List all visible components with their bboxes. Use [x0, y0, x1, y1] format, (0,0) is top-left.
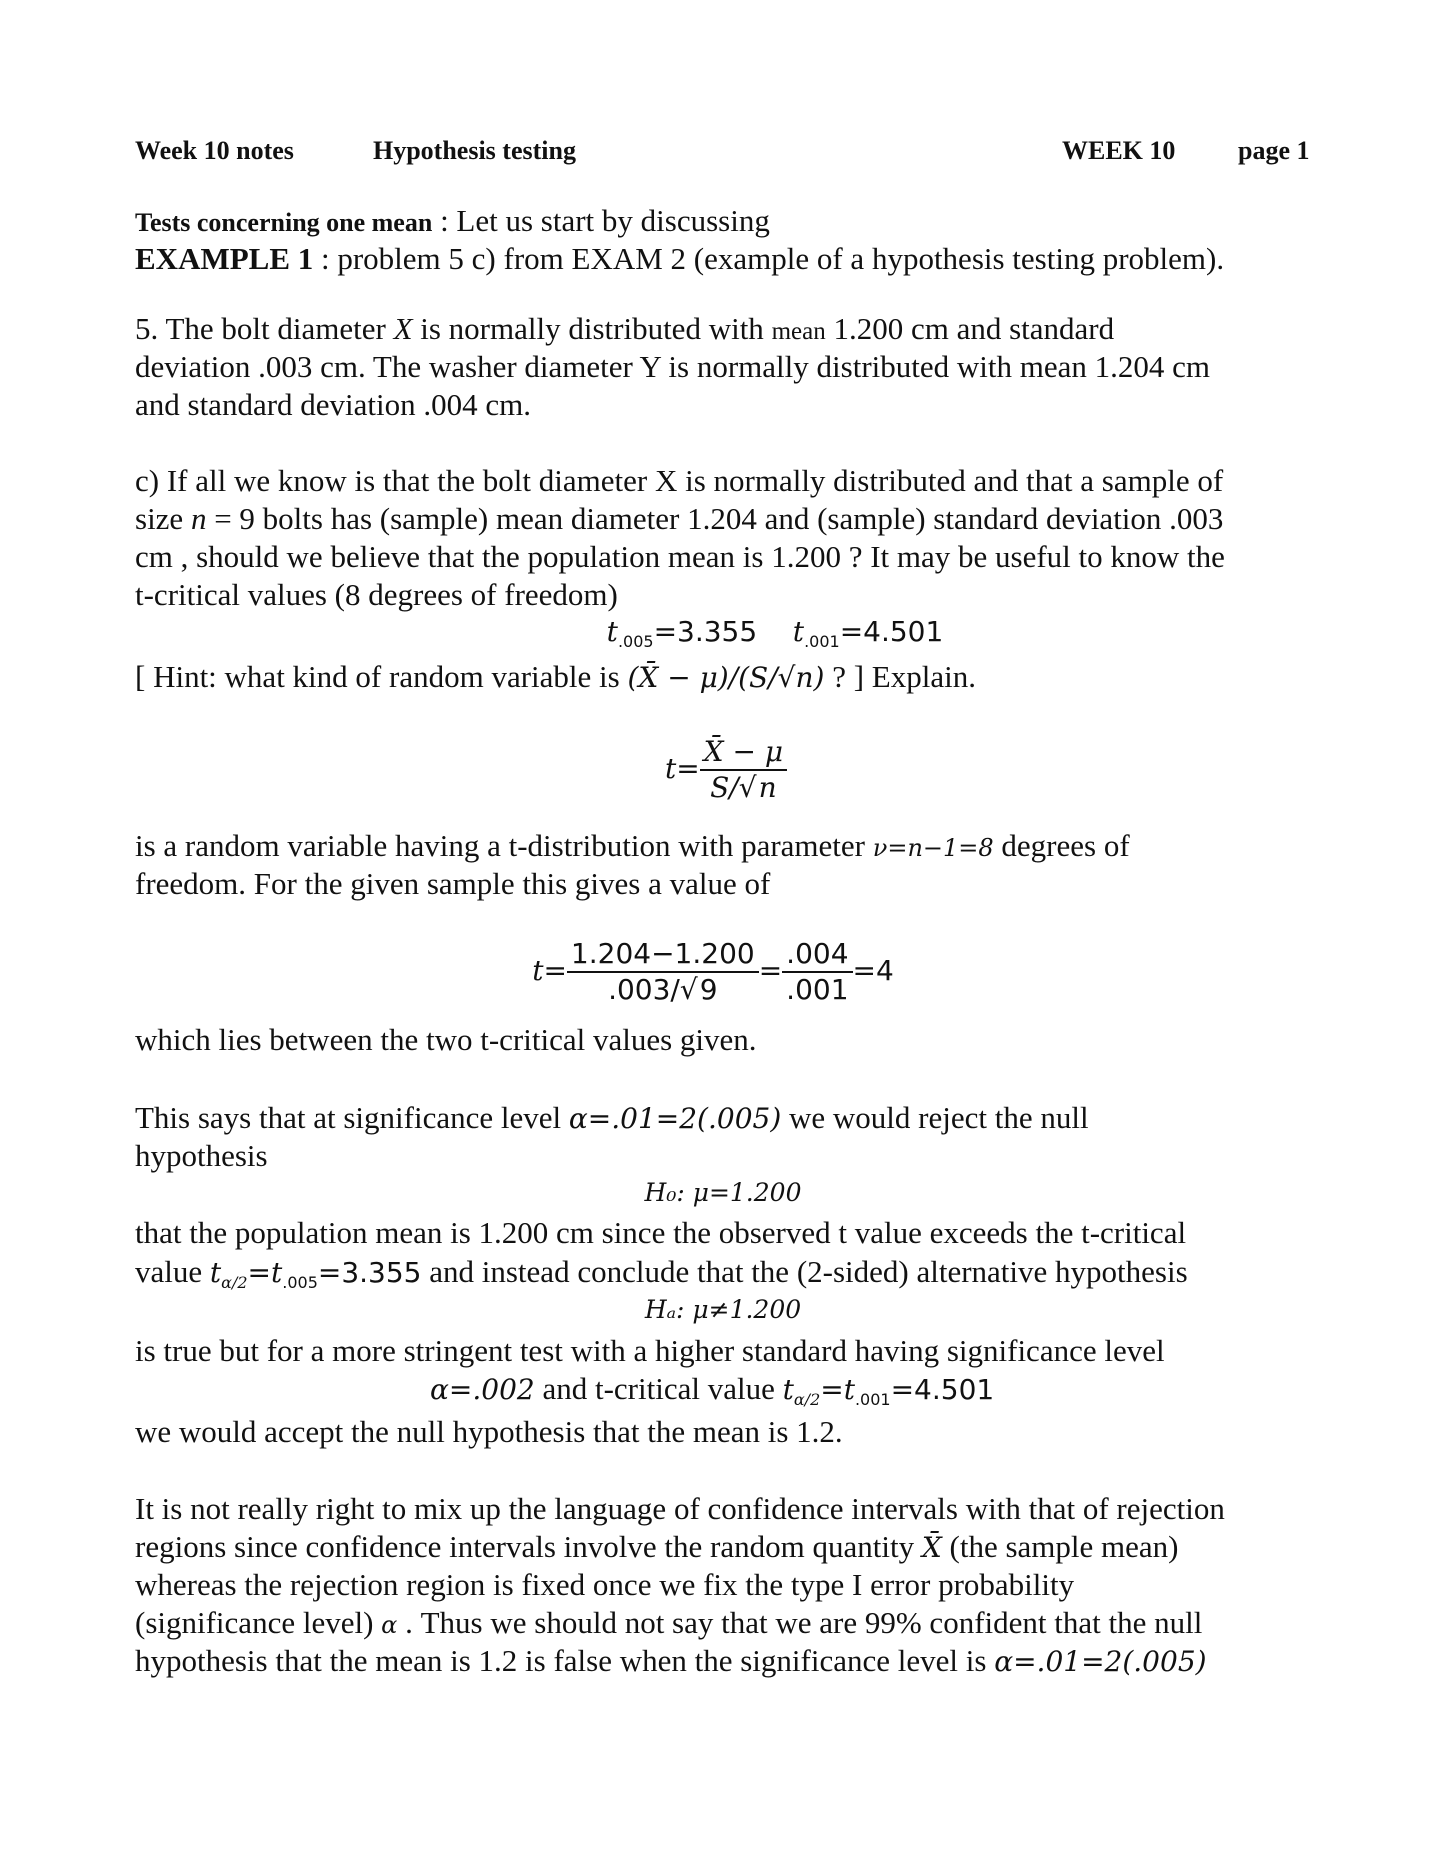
alpha-expression: α=.01=2(.005)	[568, 1102, 782, 1135]
denominator-text: S/	[710, 771, 739, 804]
problem5-line-2: deviation .003 cm. The washer diameter Y is normally distributed with mean 1.204 cm	[135, 349, 1210, 384]
t-critical-005: =3.355	[653, 615, 758, 648]
alternative-hypothesis	[0, 1297, 1451, 1323]
fraction	[700, 735, 787, 804]
para3-line-5: is true but for a more stringent test with a higher standard having significance level	[135, 1333, 1165, 1368]
example-text: : problem 5 c) from EXAM 2 (example of a hypothesis testing problem).	[313, 241, 1225, 276]
numerator: 1.204−1.200	[567, 940, 759, 973]
header-page-number: page 1	[1238, 136, 1310, 165]
t-symbol: t	[792, 615, 805, 648]
para3-text: value	[135, 1254, 210, 1289]
header-course: Week 10 notes	[135, 136, 294, 165]
t-symbol: =t	[820, 1373, 855, 1406]
intro-text: : Let us start by discussing	[432, 203, 770, 238]
partc-line-3: cm , should we believe that the population mean is 1.200 ? It may be useful to know the	[135, 539, 1225, 574]
problem5-text: mean	[771, 318, 826, 345]
t-critical-values	[47, 615, 1456, 651]
para4-line-4	[135, 1607, 1202, 1638]
alpha-expression: α=.002	[430, 1373, 535, 1406]
para4-text: . Thus we should not say that we are 99% confident that the null	[397, 1605, 1203, 1640]
intro-line	[135, 205, 770, 236]
intro-heading: Tests concerning one mean	[135, 208, 433, 237]
subscript: .001	[804, 632, 840, 651]
null-hypothesis	[0, 1180, 1451, 1206]
para1-text: is a random variable having a t-distribution with parameter	[135, 828, 873, 863]
variable-n: n	[190, 501, 207, 536]
hint-text: [ Hint: what kind of random variable is	[135, 659, 628, 694]
subscript: α/2	[793, 1390, 821, 1409]
t-symbol: =t	[247, 1256, 283, 1289]
result: =4	[852, 954, 894, 987]
para4-line-1: It is not really right to mix up the language of confidence intervals with that of rejection	[135, 1491, 1225, 1526]
t-statistic-formula	[0, 735, 1454, 804]
para1-text: degrees of	[993, 828, 1130, 863]
para3-text: This says that at significance level	[135, 1100, 569, 1135]
subscript: .005	[282, 1273, 318, 1292]
fraction	[567, 937, 759, 1006]
para1-line-2: freedom. For the given sample this gives a value of	[135, 866, 771, 901]
subscript: α/2	[221, 1273, 248, 1292]
sqrt-argument: n	[758, 771, 777, 804]
numerator: X̄ − μ	[700, 738, 787, 771]
denominator: .003/√9	[608, 973, 718, 1006]
para3-line-6	[430, 1373, 994, 1408]
hint-expression: (X̄ − μ)/(S/√n)	[627, 661, 825, 694]
t-symbol: t	[782, 1373, 794, 1406]
t-value-computation	[0, 937, 1441, 1006]
sample-mean-symbol: X̄	[921, 1531, 942, 1564]
para3-text: and instead conclude that the (2-sided) alternative hypothesis	[421, 1254, 1188, 1289]
partc-text: size	[135, 501, 191, 536]
para3-text: and t-critical value	[534, 1371, 783, 1406]
para3-line-3: that the population mean is 1.200 cm since the observed t value exceeds the t-critical	[135, 1215, 1187, 1250]
fraction	[782, 937, 852, 1006]
para4-text: regions since confidence intervals involve the random quantity	[135, 1529, 922, 1564]
degrees-of-freedom-expr: ν=n−1=8	[872, 834, 994, 862]
para2-line-1: which lies between the two t-critical values given.	[135, 1022, 757, 1057]
partc-line-2	[135, 503, 1223, 534]
partc-line-4: t-critical values (8 degrees of freedom)	[135, 577, 618, 612]
t-symbol: t	[209, 1256, 222, 1289]
para3-text: we would reject the null	[781, 1100, 1089, 1135]
example-line	[135, 243, 1224, 274]
example-label: EXAMPLE 1	[135, 241, 314, 276]
hint-text: ? ] Explain.	[824, 659, 976, 694]
partc-text: = 9 bolts has (sample) mean diameter 1.204 and (sample) standard deviation .003	[206, 501, 1224, 536]
para4-text: hypothesis that the mean is 1.2 is false when the significance level is	[135, 1643, 995, 1678]
sqrt-argument: 9	[699, 973, 718, 1006]
alternative-hypothesis-expr: Hₐ: μ≠1.200	[644, 1295, 802, 1324]
problem5-text: 1.200 cm and standard	[825, 311, 1115, 346]
header-topic: Hypothesis testing	[373, 136, 576, 165]
para3-line-2: hypothesis	[135, 1138, 268, 1173]
problem5-line-1	[135, 313, 1114, 344]
alpha-symbol: α	[381, 1611, 398, 1639]
t-critical-value: =3.355	[317, 1256, 422, 1289]
para3-line-1	[135, 1102, 1089, 1133]
equals: =	[758, 954, 783, 987]
t-critical-value: =4.501	[890, 1373, 995, 1406]
numerator: .004	[782, 940, 852, 973]
problem5-line-3: and standard deviation .004 cm.	[135, 387, 532, 422]
para1-line-1	[135, 830, 1130, 861]
denominator: S/√n	[710, 771, 777, 804]
problem5-text: 5. The bolt diameter	[135, 311, 394, 346]
variable-x: X	[393, 311, 413, 346]
t-symbol: t	[606, 615, 618, 648]
problem5-text: is normally distributed with	[412, 311, 772, 346]
formula-lhs: t=	[664, 752, 700, 785]
t-critical-001: =4.501	[839, 615, 944, 648]
partc-line-1: c) If all we know is that the bolt diameter X is normally distributed and that a sample of	[135, 463, 1224, 498]
para4-line-5	[135, 1645, 1207, 1676]
null-hypothesis-expr: H₀: μ=1.200	[644, 1178, 802, 1207]
formula-lhs: t=	[532, 954, 567, 987]
denominator-text: .003/	[608, 973, 680, 1006]
hint-line	[135, 661, 976, 692]
para3-line-7: we would accept the null hypothesis that the mean is 1.2.	[135, 1414, 843, 1449]
para4-line-3: whereas the rejection region is fixed once we fix the type I error probability	[135, 1567, 1075, 1602]
alpha-expression: α=.01=2(.005)	[994, 1645, 1207, 1678]
para4-text: (the sample mean)	[941, 1529, 1179, 1564]
para4-line-2	[135, 1531, 1178, 1562]
para3-line-4	[135, 1256, 1188, 1291]
denominator: .001	[786, 973, 849, 1006]
subscript: .001	[854, 1390, 891, 1409]
subscript: .005	[617, 632, 654, 651]
para4-text: (significance level)	[135, 1605, 382, 1640]
header-week: WEEK 10	[1062, 136, 1176, 165]
